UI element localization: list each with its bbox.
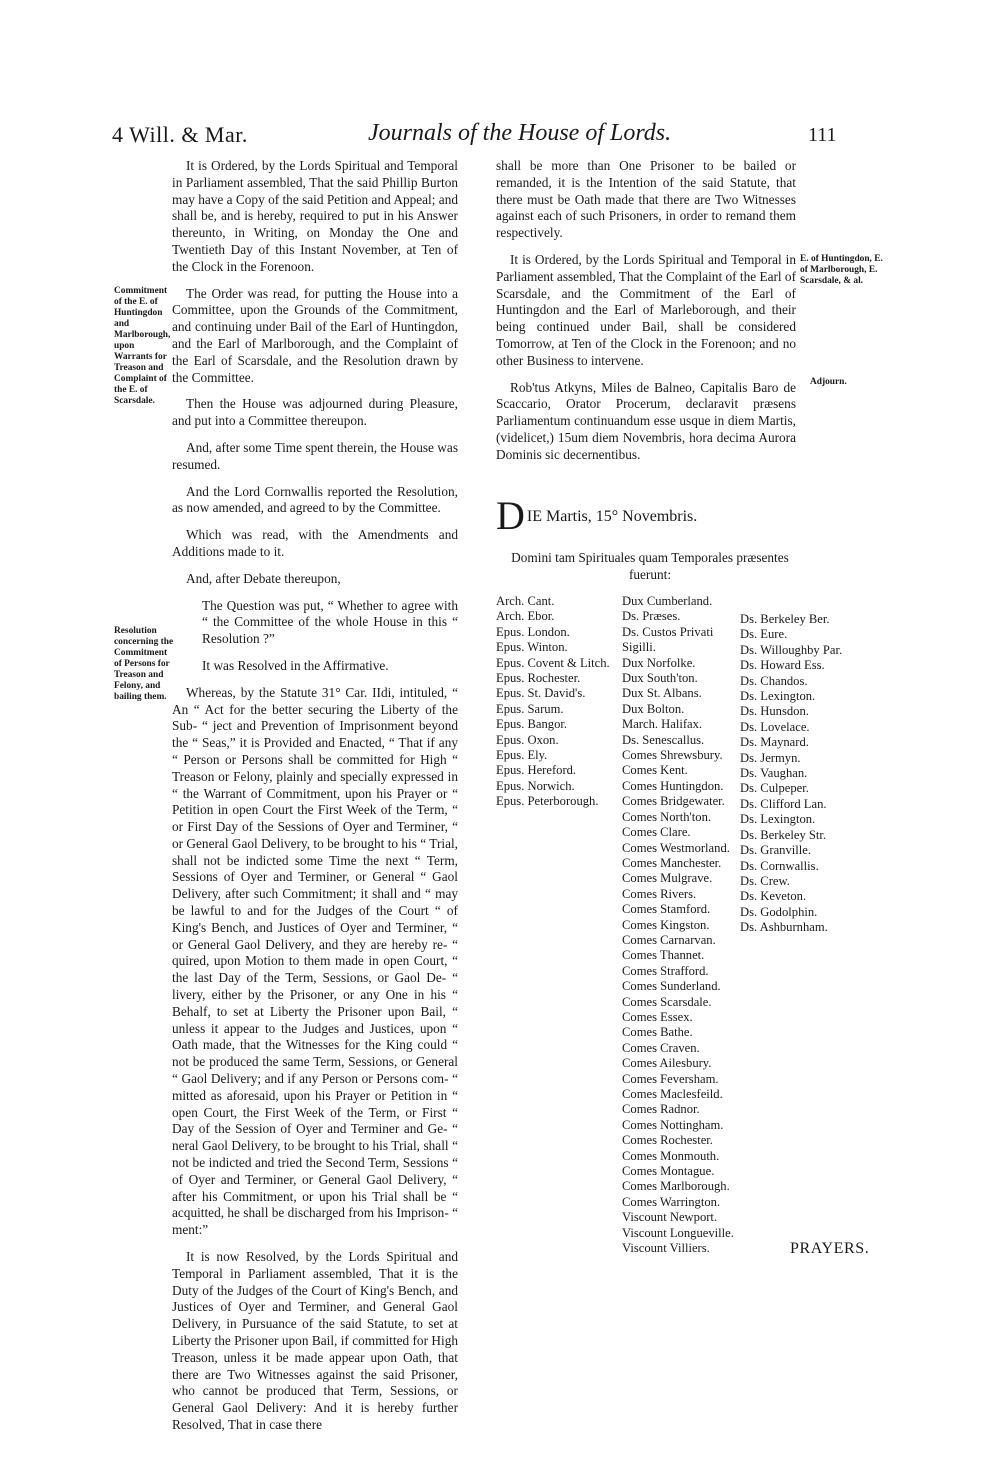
lord-temporal-item: Ds. Præses. xyxy=(622,609,681,624)
lord-temporal-item: Comes Mulgrave. xyxy=(622,871,713,886)
lord-temporal-item: Comes Sunderland. xyxy=(622,979,721,994)
paragraph-order-burton: It is Ordered, by the Lords Spiritual and Temporal in Parliament assembled, That the said Phillip Burton may have a Copy of the said Petition and Appeal; and shall be, and is hereby, required to put in his Answer thereunto, in Writing, on Monday the One and Twentieth Day of this Instant November, at Ten of the Clock in the Forenoon. xyxy=(172,158,458,274)
baron-item: Ds. Eure. xyxy=(740,627,788,642)
lord-temporal-item: March. Halifax. xyxy=(622,717,703,732)
lord-temporal-item: Comes Thannet. xyxy=(622,948,705,963)
lord-temporal-item: Comes Scarsdale. xyxy=(622,994,712,1009)
margin-note-earls: E. of Huntingdon, E. of Marlborough, E. Scarsdale, & al. xyxy=(800,254,883,286)
list-barons xyxy=(740,612,850,936)
lord-spiritual-item: Epus. Oxon. xyxy=(496,732,559,747)
lord-temporal-item: Comes Essex. xyxy=(622,1009,693,1024)
day-heading-text: IE Martis, 15° Novembris. xyxy=(526,508,698,525)
running-head-title: Journals of the House of Lords. xyxy=(368,120,672,146)
paragraph-statute-quote: Whereas, by the Statute 31° Car. IIdi, intituled, “ An “ Act for the better securing the Liberty of the Sub- “ ject and Prevention of Imprisonment beyond the “ Seas,” it is Provided and Enacted, “ That if any “ Person or Persons shall be committed for High “ Treason or Felony, plainly and specially expressed in “ the Warrant of Commitment, upon his Prayer or “ Petition in open Court the First Week of the Term, “ or First Day of the Sessions of Oyer and Terminer, “ or General Gaol Delivery, to be brought to his “ Trial, shall not be indicted some Time the next “ Term, Sessions of Oyer and Terminer, or General “ Gaol Delivery, after such Commitment; it shall and “ may be lawful to and for the Judges of the Court “ of King's Bench, and Justices of Oyer and Terminer, “ or General Gaol Delivery, and they are hereby re- “ quired, upon Motion to them made in open Court, “ the last Day of the Term, Sessions, or Gaol De- “ livery, either by the Prisoner, or any One in his “ Behalf, to set at Liberty the Prisoner upon Bail, “ unless it appear to the Judges and Justices, upon “ Oath made, that the Witnesses for the King could “ not be produced the same Term, Sessions, or General “ Gaol Delivery; and if any Person or Persons com- “ mitted as aforesaid, upon his Prayer or Petition in “ open Court, the First Week of the Term, or First “ Day of the Session of Oyer and Terminer and Ge- “ neral Gaol Delivery, to be brought to his Trial, shall “ not be indicted and tried the Second Term, Sessions “ of Oyer and Terminer, or General Gaol Delivery, “ after his Commitment, or upon his Trial shall be “ acquitted, he shall be discharged from his Imprison- “ ment:” xyxy=(172,684,458,1238)
margin-note-adjourn: Adjourn. xyxy=(810,377,847,387)
lord-temporal-item: Comes Huntingdon. xyxy=(622,778,724,793)
lord-temporal-item: Viscount Newport. xyxy=(622,1210,718,1225)
lord-temporal-item: Comes Monmouth. xyxy=(622,1148,720,1163)
lord-spiritual-item: Arch. Ebor. xyxy=(496,609,555,624)
paragraph-resumed: And, after some Time spent therein, the House was resumed. xyxy=(172,439,458,472)
lord-temporal-item: Comes Ailesbury. xyxy=(622,1056,712,1071)
lord-temporal-item: Comes Radnor. xyxy=(622,1102,700,1117)
lord-temporal-item: Comes Clare. xyxy=(622,825,691,840)
lord-spiritual-item: Epus. Rochester. xyxy=(496,671,581,686)
running-head-regnal-year: 4 Will. & Mar. xyxy=(112,122,248,147)
lord-temporal-item: Comes Maclesfeild. xyxy=(622,1087,723,1101)
paragraph-order-read: The Order was read, for putting the House into a Committee, upon the Grounds of the Commitment, and continuing under Bail of the Earl of Huntingdon, and the Earl of Marlborough, and the Complaint of the Earl of Scarsdale, and the Resolution drawn by the Committee. xyxy=(172,285,458,385)
baron-item: Ds. Vaughan. xyxy=(740,766,808,781)
baron-item: Ds. Cornwallis. xyxy=(740,858,819,873)
lord-spiritual-item: Epus. Peterborough. xyxy=(496,794,599,809)
lord-temporal-item: Dux St. Albans. xyxy=(622,686,702,701)
lord-temporal-item: Comes Shrewsbury. xyxy=(622,748,723,763)
baron-item: Ds. Berkeley Str. xyxy=(740,827,827,842)
paragraph-resolved-affirmative: It was Resolved in the Affirmative. xyxy=(202,657,389,673)
lord-temporal-item: Comes Rochester. xyxy=(622,1133,713,1148)
lord-temporal-item: Comes Kingston. xyxy=(622,917,710,932)
paragraph-after-debate: And, after Debate thereupon, xyxy=(186,570,341,586)
margin-note-resolution: Resolution concerning the Commitment of Persons for Treason and Felony, and bailing them. xyxy=(114,626,174,702)
lord-spiritual-item: Epus. Bangor. xyxy=(496,717,568,732)
paragraph-resolution: It is now Resolved, by the Lords Spiritual and Temporal in Parliament assembled, That it is the Duty of the Judges of the Court of King's Bench, and Justices of Oyer and Terminer, and General Gaol Delivery, in Pursuance of the said Statute, to set at Liberty the Prisoner upon Bail, if committed for High Treason, unless it be made appear upon Oath, that there are Two Witnesses against the said Prisoner, who cannot be produced that Term, Sessions, or General Gaol Delivery: And it is hereby further Resolved, That in case there xyxy=(172,1249,458,1432)
lord-temporal-item: Comes Montague. xyxy=(622,1164,715,1179)
left-column xyxy=(172,158,458,1444)
baron-item: Ds. Keveton. xyxy=(740,889,807,904)
baron-item: Ds. Hunsdon. xyxy=(740,704,809,719)
lord-temporal-item: Comes Bridgewater. xyxy=(622,794,725,809)
lord-spiritual-item: Epus. Sarum. xyxy=(496,701,564,716)
paragraph-order-complaint: It is Ordered, by the Lords Spiritual and Temporal in Parliament assembled, That the Complaint of the Earl of Scarsdale, and the Commitment of the Earl of Huntingdon and the Earl of Marleborough, and their being continued under Bail, shall be considered Tomorrow, at Ten of the Clock in the Forenoon; and no other Business to intervene. xyxy=(496,251,796,368)
list-lords-spiritual xyxy=(496,594,616,810)
baron-item: Ds. Godolphin. xyxy=(740,904,818,919)
list-lords-temporal xyxy=(622,594,747,1256)
lord-temporal-item: Comes Westmorland. xyxy=(622,840,730,855)
lord-temporal-item: Comes Bathe. xyxy=(622,1025,693,1040)
baron-item: Ds. Berkeley Ber. xyxy=(740,612,830,626)
baron-item: Ds. Chandos. xyxy=(740,673,808,688)
baron-item: Ds. Lovelace. xyxy=(740,719,810,734)
lord-spiritual-item: Epus. Covent & Litch. xyxy=(496,655,610,670)
lord-temporal-item: Comes Manchester. xyxy=(622,855,722,870)
paragraph-adjourned: Then the House was adjourned during Pleasure, and put into a Committee thereupon. xyxy=(172,396,458,429)
catchword: PRAYERS. xyxy=(790,1240,870,1257)
lord-temporal-item: Viscount Villiers. xyxy=(622,1241,710,1256)
lord-temporal-item: Viscount Longueville. xyxy=(622,1225,734,1240)
day-heading-dropcap: D xyxy=(496,493,525,538)
lord-temporal-item: Comes Craven. xyxy=(622,1040,700,1055)
lord-temporal-item: Dux Cumberland. xyxy=(622,594,713,608)
baron-item: Ds. Clifford Lan. xyxy=(740,796,827,811)
lord-temporal-item: Comes Stamford. xyxy=(622,902,711,917)
lord-temporal-item: Comes North'ton. xyxy=(622,809,712,824)
lord-spiritual-item: Epus. Norwich. xyxy=(496,778,575,793)
lord-temporal-item: Dux South'ton. xyxy=(622,671,698,686)
lord-temporal-item: Dux Bolton. xyxy=(622,701,685,716)
lord-temporal-item: Ds. Senescallus. xyxy=(622,732,705,747)
paragraph-question: The Question was put, “ Whether to agree with “ the Committee of the whole House in this “ Resolution ?” xyxy=(202,597,458,647)
lord-temporal-item: Comes Carnarvan. xyxy=(622,932,716,947)
lord-temporal-item: Comes Rivers. xyxy=(622,886,697,901)
baron-item: Ds. Granville. xyxy=(740,843,811,858)
right-column xyxy=(496,158,796,474)
lord-spiritual-item: Epus. Hereford. xyxy=(496,763,577,778)
baron-item: Ds. Maynard. xyxy=(740,735,809,750)
attendance-heading: Domini tam Spirituales quam Temporales præsentes fuerunt: xyxy=(511,550,789,582)
baron-item: Ds. Ashburnham. xyxy=(740,920,828,935)
lord-spiritual-item: Arch. Cant. xyxy=(496,594,555,608)
lord-spiritual-item: Epus. Winton. xyxy=(496,640,568,655)
paragraph-read-amendments: Which was read, with the Amendments and Additions made to it. xyxy=(172,527,458,559)
lord-spiritual-item: Epus. Ely. xyxy=(496,748,548,763)
baron-item: Ds. Willoughby Par. xyxy=(740,642,843,657)
margin-note-commitment: Commitment of the E. of Huntingdon and Marlborough, upon Warrants for Treason and Complaint of the E. of Scarsdale. xyxy=(114,286,171,406)
day-heading xyxy=(496,493,698,538)
baron-item: Ds. Crew. xyxy=(740,873,790,888)
page-number: 111 xyxy=(808,124,837,146)
lord-spiritual-item: Epus. London. xyxy=(496,624,570,639)
paragraph-cornwallis-report: And the Lord Cornwallis reported the Resolution, as now amended, and agreed to by the Committee. xyxy=(172,483,458,516)
lord-temporal-item: Comes Feversham. xyxy=(622,1071,719,1086)
paragraph-continued: shall be more than One Prisoner to be bailed or remanded, it is the Intention of the said Statute, that there must be Oath made that there are Two Witnesses against each of such Prisoners, in order to remand them respectively. xyxy=(496,158,796,241)
baron-item: Ds. Jermyn. xyxy=(740,750,801,765)
baron-item: Ds. Lexington. xyxy=(740,689,816,704)
lord-temporal-item: Ds. Custos Privati Sigilli. xyxy=(622,624,714,655)
lord-temporal-item: Comes Kent. xyxy=(622,763,688,778)
baron-item: Ds. Lexington. xyxy=(740,812,816,827)
lord-spiritual-item: Epus. St. David's. xyxy=(496,686,586,701)
lord-temporal-item: Comes Nottingham. xyxy=(622,1117,724,1132)
baron-item: Ds. Howard Ess. xyxy=(740,658,825,673)
baron-item: Ds. Culpeper. xyxy=(740,781,809,796)
lord-temporal-item: Comes Warrington. xyxy=(622,1194,721,1209)
lord-temporal-item: Comes Strafford. xyxy=(622,963,709,978)
lord-temporal-item: Dux Norfolke. xyxy=(622,655,696,670)
paragraph-adjournment-latin: Rob'tus Atkyns, Miles de Balneo, Capitalis Baro de Scaccario, Orator Procerum, declaravit præsens Parliamentum continuandum esse usque in diem Martis, (videlicet,) 15um diem Novembris, hora decima Aurora Dominis sic decernentibus. xyxy=(496,379,796,462)
lord-temporal-item: Comes Marlborough. xyxy=(622,1179,730,1194)
